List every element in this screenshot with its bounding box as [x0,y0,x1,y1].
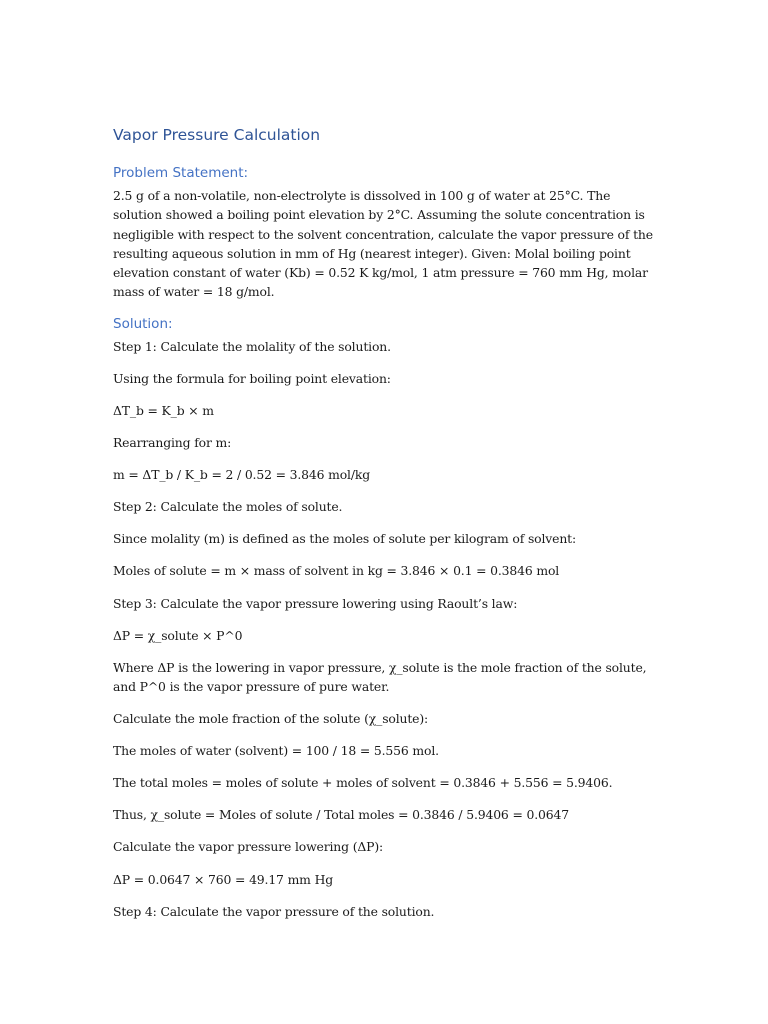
solution-line: Thus, χ_solute = Moles of solute / Total moles = 0.3846 / 5.9406 = 0.0647 [113,807,569,823]
solution-line: m = ΔT_b / K_b = 2 / 0.52 = 3.846 mol/kg [113,467,371,483]
problem-statement-heading: Problem Statement: [113,165,249,181]
solution-line: Step 1: Calculate the molality of the solution. [113,338,391,354]
problem-statement-text: 2.5 g of a non-volatile, non-electrolyte is dissolved in 100 g of water at 25°C. The solution showed a boiling point elevation by 2°C. Assuming the solute concentration is negligible with respect to the solvent concentration, calculate the vapor pressure of the resulting aqueous solution in mm of Hg (nearest integer). Given: Molal boiling point elevation constant of water (Kb) = 0.52 K kg/mol, 1 atm pressure = 760 mm Hg, molar mass of water = 18 g/mol. [113,188,653,300]
document-page [113,124,653,934]
solution-line: Calculate the mole fraction of the solute (χ_solute): [113,711,429,727]
solution-heading: Solution: [113,315,173,332]
solution-line: The total moles = moles of solute + moles of solvent = 0.3846 + 5.556 = 5.9406. [113,775,613,791]
solution-line: Step 3: Calculate the vapor pressure lowering using Raoult’s law: [113,595,518,611]
solution-line: Step 2: Calculate the moles of solute. [113,499,343,515]
solution-line: ΔP = 0.0647 × 760 = 49.17 mm Hg [113,871,334,887]
solution-line: Since molality (m) is defined as the moles of solute per kilogram of solvent: [113,531,577,547]
solution-line: Moles of solute = m × mass of solvent in kg = 3.846 × 0.1 = 0.3846 mol [113,563,560,579]
solution-line: ΔP = χ_solute × P^0 [113,627,243,643]
solution-line: Step 4: Calculate the vapor pressure of the solution. [113,903,435,919]
solution-line: The moles of water (solvent) = 100 / 18 = 5.556 mol. [113,743,439,759]
solution-steps [113,337,653,921]
solution-line: Rearranging for m: [113,435,232,451]
solution-line: Calculate the vapor pressure lowering (ΔP): [113,839,384,855]
solution-line: Using the formula for boiling point elevation: [113,370,391,386]
document-title: Vapor Pressure Calculation [113,126,321,144]
solution-line: ΔT_b = K_b × m [113,402,214,418]
solution-line: Where ΔP is the lowering in vapor pressure, χ_solute is the mole fraction of the solute, and P^0 is the vapor pressure of pure water. [113,659,647,695]
